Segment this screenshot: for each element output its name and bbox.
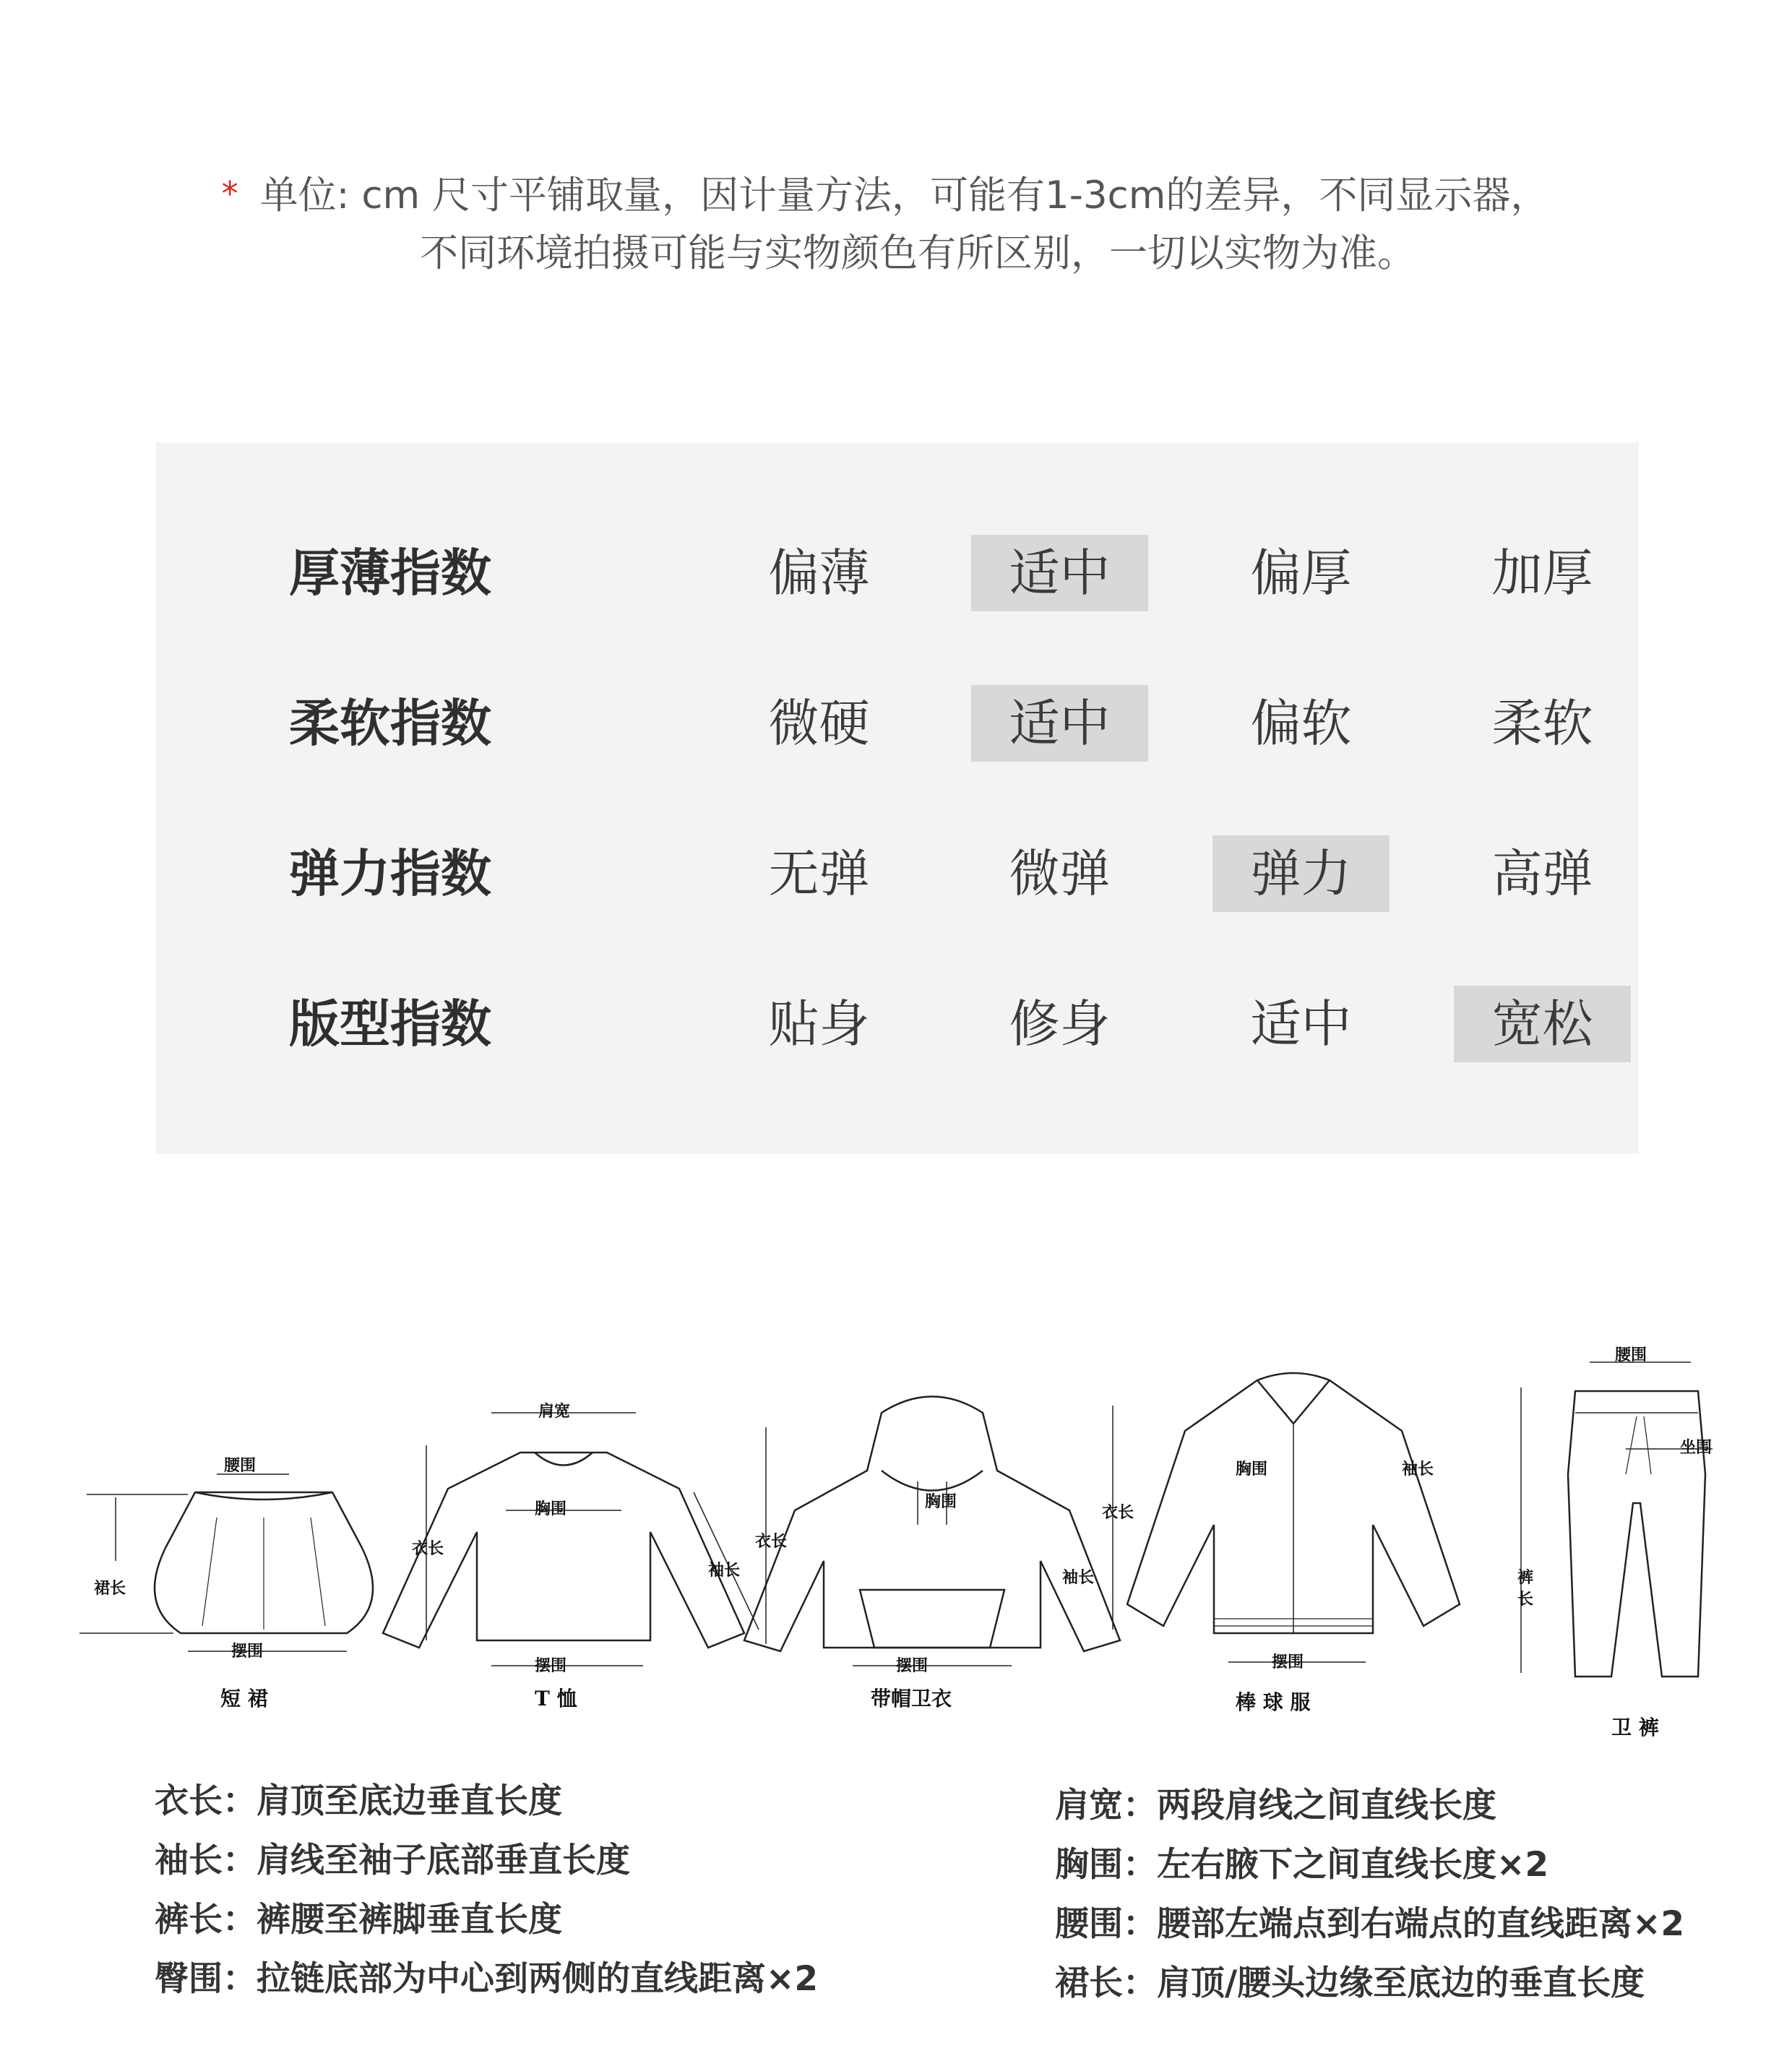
pants-waist-label: 腰围: [1615, 1346, 1647, 1364]
index-option: 适中: [1250, 994, 1352, 1054]
index-label: 厚薄指数: [289, 543, 491, 603]
index-option: 修身: [1009, 994, 1111, 1054]
definition-item: 裤长：裤腰至裤脚垂直长度: [155, 1900, 562, 1940]
definition-item: 裙长：肩顶/腰头边缘至底边的垂直长度: [1055, 1963, 1645, 2003]
hoodie-sleeve-label: 袖长: [1062, 1568, 1095, 1587]
definition-item: 衣长：肩顶至底边垂直长度: [155, 1781, 562, 1821]
measurement-definitions-left: [155, 1772, 818, 2009]
index-option: 偏薄: [768, 543, 870, 603]
baseball-chest-label: 胸围: [1236, 1460, 1268, 1479]
baseball-length-label: 衣长: [1102, 1503, 1134, 1522]
skirt-length-label: 裙长: [94, 1579, 126, 1598]
tshirt-shoulder-label: 肩宽: [538, 1402, 571, 1421]
index-label: 柔软指数: [289, 694, 491, 753]
skirt-waist-label: 腰围: [224, 1456, 257, 1475]
baseball-jacket-figure: [1102, 1373, 1460, 1714]
hoodie-chest-label: 胸围: [925, 1492, 957, 1511]
index-option: 偏厚: [1250, 543, 1352, 603]
tshirt-sleeve-label: 袖长: [708, 1561, 741, 1580]
index-row-thickness: [156, 535, 1639, 611]
index-option: 无弹: [768, 844, 870, 903]
tshirt-chest-label: 胸围: [535, 1500, 567, 1518]
fabric-index-panel: [156, 442, 1639, 1154]
definition-item: 臀围：拉链底部为中心到两侧的直线距离×2: [155, 1959, 819, 1999]
index-option: 贴身: [768, 994, 870, 1054]
baseball-caption: 棒 球 服: [1236, 1690, 1311, 1714]
index-option: 适中: [971, 685, 1148, 762]
index-option: 宽松: [1454, 986, 1631, 1062]
measurement-note: [0, 165, 1792, 283]
tshirt-length-label: 衣长: [412, 1539, 444, 1558]
index-option: 柔软: [1491, 694, 1593, 753]
pants-length-label-1: 裤: [1517, 1568, 1534, 1587]
note-line-1: * 单位: cm 尺寸平铺取量，因计量方法，可能有1-3cm的差异，不同显示器，: [221, 173, 1549, 218]
definition-item: 胸围：左右腋下之间直线长度×2: [1055, 1845, 1549, 1885]
pants-length-label-2: 长: [1517, 1590, 1534, 1609]
pants-caption: 卫 裤: [1611, 1716, 1659, 1739]
hoodie-length-label: 衣长: [755, 1532, 788, 1551]
tshirt-caption: T 恤: [535, 1687, 577, 1711]
required-star-icon: *: [221, 174, 238, 213]
tshirt-hem-label: 摆围: [535, 1656, 567, 1675]
index-label: 弹力指数: [289, 844, 491, 903]
index-row-fit: [156, 986, 1639, 1062]
definition-item: 肩宽：两段肩线之间直线长度: [1055, 1786, 1496, 1825]
index-option: 微硬: [768, 694, 870, 753]
garment-figures: [72, 1344, 1734, 1749]
tshirt-figure: [383, 1402, 759, 1711]
hoodie-figure: [744, 1397, 1120, 1711]
index-label: 版型指数: [289, 994, 491, 1054]
baseball-hem-label: 摆围: [1272, 1653, 1304, 1671]
index-option: 偏软: [1250, 694, 1352, 753]
skirt-hem-label: 摆围: [231, 1642, 264, 1661]
skirt-figure: [79, 1456, 373, 1711]
measurement-definitions-right: [1055, 1776, 1684, 2013]
index-option: 微弹: [1009, 844, 1111, 903]
index-row-elasticity: [156, 835, 1639, 912]
note-line-2: 不同环境拍摄可能与实物颜色有所区别，一切以实物为准。: [420, 231, 1416, 275]
definition-item: 袖长：肩线至袖子底部垂直长度: [155, 1841, 630, 1880]
definition-item: 腰围：腰部左端点到右端点的直线距离×2: [1055, 1904, 1685, 1944]
index-option: 弹力: [1212, 835, 1390, 912]
index-option: 加厚: [1491, 543, 1593, 603]
index-row-softness: [156, 685, 1639, 762]
hoodie-hem-label: 摆围: [896, 1656, 929, 1675]
hoodie-caption: 带帽卫衣: [871, 1687, 952, 1711]
pants-figure: [1517, 1346, 1713, 1739]
baseball-sleeve-label: 袖长: [1402, 1460, 1434, 1479]
index-option: 高弹: [1491, 844, 1593, 903]
skirt-caption: 短 裙: [220, 1687, 268, 1711]
index-option: 适中: [971, 535, 1148, 611]
pants-hip-label: 坐围: [1680, 1438, 1713, 1457]
